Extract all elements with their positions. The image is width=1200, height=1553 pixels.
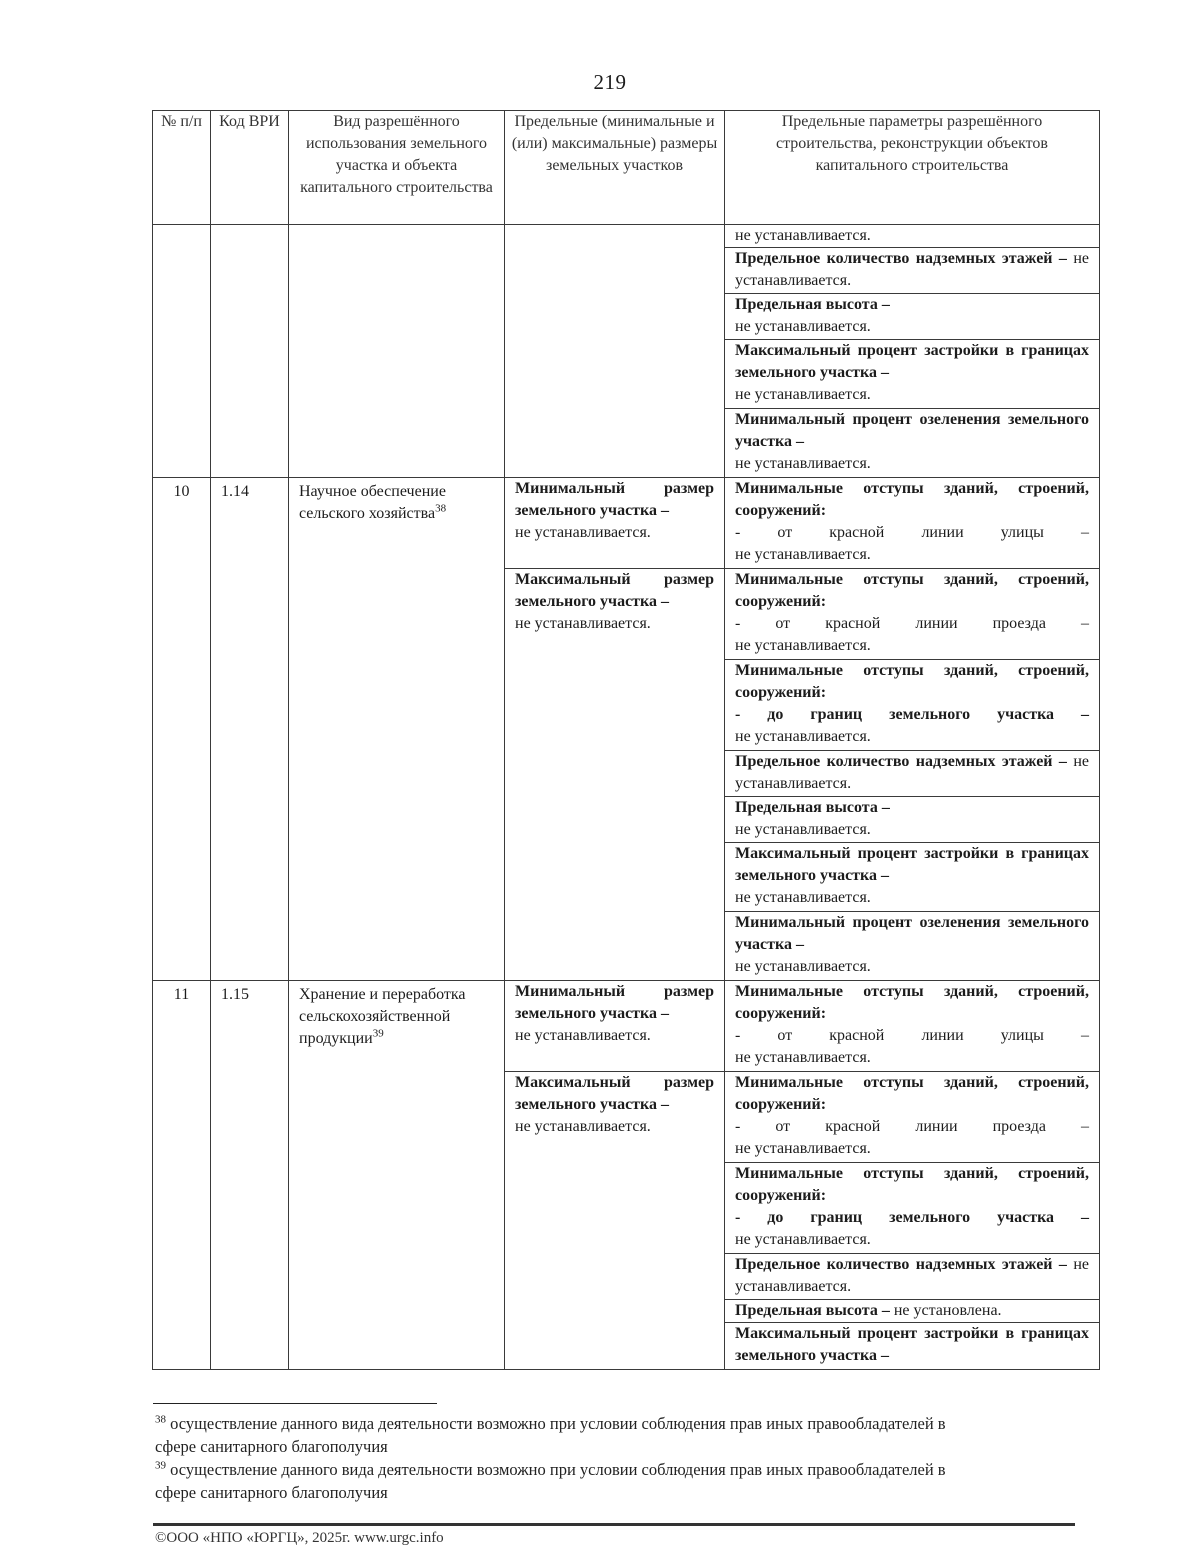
- size-block: Минимальный размер земельного участка – не устанавливается.: [515, 983, 714, 1044]
- cell-sizes: [505, 981, 725, 1370]
- header-number: № п/п: [153, 111, 211, 225]
- cell-vri: Научное обеспечение сельского хозяйства$^{38}$: [289, 478, 505, 981]
- param-block: Предельное количество надземных этажей – не устанавливается.: [725, 1253, 1099, 1299]
- table-header-row: [153, 111, 1100, 225]
- cell-number: 10: [153, 478, 211, 981]
- size-block: Максимальный размер земельного участка – не устанавливается.: [505, 568, 724, 635]
- cell-params: [725, 478, 1100, 981]
- copyright: ©ООО «НПО «ЮРГЦ», 2025г. www.urgc.info: [155, 1530, 444, 1546]
- cell-vri: Хранение и переработка сельскохозяйственной продукции$^{39}$: [289, 981, 505, 1370]
- table-row-continuation: [153, 225, 1100, 478]
- size-block: Минимальный размер земельного участка – не устанавливается.: [515, 480, 714, 541]
- regulations-table: [152, 110, 1100, 1370]
- param-block: Минимальный процент озеленения земельного участка – не устанавливается.: [725, 911, 1099, 980]
- footnote-divider: [153, 1403, 437, 1404]
- param-block: Максимальный процент застройки в границах земельного участка – не устанавливается.: [725, 339, 1099, 408]
- cell-number: 11: [153, 981, 211, 1370]
- param-block: не устанавливается.: [735, 227, 871, 244]
- table-row-11: [153, 981, 1100, 1370]
- param-block: Минимальные отступы зданий, строений, сооружений: - до границ земельного участка – не устанавливается.: [725, 659, 1099, 750]
- size-block: Максимальный размер земельного участка – не устанавливается.: [505, 1071, 724, 1138]
- cell-sizes: [505, 478, 725, 981]
- cell-code: 1.14: [211, 478, 289, 981]
- cell-sizes: [505, 225, 725, 478]
- param-block: Предельное количество надземных этажей – не устанавливается.: [725, 750, 1099, 796]
- param-block: Максимальный процент застройки в границах земельного участка –: [725, 1322, 1099, 1369]
- page-number: 219: [593, 70, 627, 94]
- header-sizes: Предельные (минимальные и (или) максимальные) размеры земельных участков: [505, 111, 725, 225]
- header-code: Код ВРИ: [211, 111, 289, 225]
- footnotes: [155, 1412, 955, 1504]
- param-block: Минимальные отступы зданий, строений, сооружений: - от красной линии улицы – не устанавливается.: [735, 480, 1089, 563]
- footer-divider: [153, 1523, 1075, 1526]
- param-block: Предельная высота – не устанавливается.: [725, 293, 1099, 339]
- footnote-ref: 39: [372, 1027, 384, 1040]
- footnote-38: $^{38}$ осуществление данного вида деятельности возможно при условии соблюдения прав иных правообладателей в сфере санитарного благополучия: [155, 1413, 946, 1456]
- param-block: Минимальный процент озеленения земельного участка – не устанавливается.: [725, 408, 1099, 477]
- header-vri: Вид разрешённого использования земельного участка и объекта капитального строительства: [289, 111, 505, 225]
- footnote-39: $^{39}$ осуществление данного вида деятельности возможно при условии соблюдения прав иных правообладателей в сфере санитарного благополучия: [155, 1459, 946, 1502]
- cell-params: [725, 225, 1100, 478]
- cell-vri: [289, 225, 505, 478]
- param-block: Предельная высота – не устанавливается.: [725, 796, 1099, 842]
- param-block: Предельное количество надземных этажей – не устанавливается.: [725, 247, 1099, 293]
- header-params: Предельные параметры разрешённого строительства, реконструкции объектов капитального строительства: [725, 111, 1100, 225]
- param-block: Минимальные отступы зданий, строений, сооружений: - до границ земельного участка – не устанавливается.: [725, 1162, 1099, 1253]
- cell-params: [725, 981, 1100, 1370]
- param-block: Максимальный процент застройки в границах земельного участка – не устанавливается.: [725, 842, 1099, 911]
- table-row-10: [153, 478, 1100, 981]
- footnote-ref: 38: [435, 502, 447, 515]
- param-block: Предельная высота – не установлена.: [725, 1299, 1099, 1322]
- cell-number: [153, 225, 211, 478]
- param-block: Минимальные отступы зданий, строений, сооружений: - от красной линии проезда – не устанавливается.: [725, 1071, 1099, 1162]
- cell-code: 1.15: [211, 981, 289, 1370]
- cell-code: [211, 225, 289, 478]
- param-block: Минимальные отступы зданий, строений, сооружений: - от красной линии проезда – не устанавливается.: [725, 568, 1099, 659]
- param-block: Минимальные отступы зданий, строений, сооружений: - от красной линии улицы – не устанавливается.: [735, 983, 1089, 1066]
